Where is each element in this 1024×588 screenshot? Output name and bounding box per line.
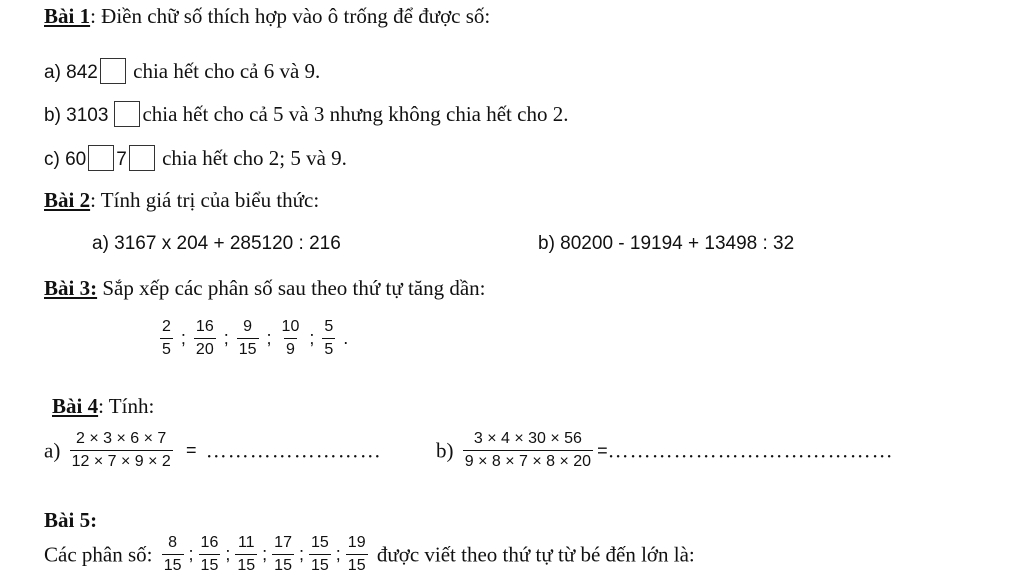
separator: ; [225,544,231,565]
bai1-b-text: chia hết cho cả 5 và 3 nhưng không chia hết cho 2. [142,102,569,126]
bai4-b-label: b) [436,438,454,463]
separator: ; [180,328,186,349]
bai5-suffix: được viết theo thứ tự từ bé đến lớn là: [376,542,695,567]
bai1-c-text: chia hết cho 2; 5 và 9. [162,146,347,170]
separator: ; [262,544,268,565]
bai1-instruction: : Điền chữ số thích hợp vào ô trống để được số: [90,4,491,28]
answer-box-c1[interactable] [88,145,114,171]
bai1-item-c [44,145,347,171]
fraction: $\frac{17}{15}$ [274,534,292,575]
bai1-item-a [44,58,320,84]
bai5-prefix: Các phân số: [44,542,153,567]
separator: ; [298,544,304,565]
bai1-heading: Bài 1 [44,4,91,28]
bai5-sentence [44,534,695,576]
fraction: $\frac{15}{15}$ [310,534,329,575]
bai1-c-middle: 7 [116,149,127,170]
bai4-title [52,394,154,419]
fraction: $\frac{2 \times 3 \times 6 \times 7}{12 \times 7 \times 9 \times 2}$ [71,430,171,471]
bai1-item-b [44,101,568,127]
fraction: $\frac{16}{20}$ [195,318,214,359]
separator: ; [309,328,315,349]
bai3-instruction: Sắp xếp các phân số sau theo thứ tự tăng dần: [97,276,486,300]
bai4-instruction: : Tính: [98,394,155,418]
bai2-title [44,188,319,213]
bai2-expr-a: a) 3167 x 204 + 285120 : 216 [92,233,341,254]
bai1-title [44,4,490,29]
bai1-b-label: b) 3103 [44,105,109,126]
fraction: $\frac{10}{9}$ [281,318,300,359]
bai4-heading: Bài 4 [52,394,99,418]
bai4-item-a [44,430,382,472]
separator: ; [335,544,341,565]
fraction: $\frac{11}{15}$ [237,534,256,575]
fraction: $\frac{9}{15}$ [238,318,257,359]
answer-box-b[interactable] [114,101,140,127]
bai1-a-text: chia hết cho cả 6 và 9. [133,59,321,83]
bai3-fraction-list [156,318,352,360]
fraction: $\frac{2}{5}$ [162,318,171,359]
answer-blank-a[interactable]: …………………… [205,438,382,463]
equals-sign: = [186,440,197,461]
bai3-title [44,276,486,301]
fraction: $\frac{5}{5}$ [324,318,334,359]
fraction: $\frac{16}{15}$ [200,534,219,575]
bai3-heading: Bài 3: [44,276,98,300]
bai1-c-label: c) 60 [44,149,87,170]
fraction: $\frac{19}{15}$ [347,534,366,575]
fraction: $\frac{8}{15}$ [163,534,182,575]
fraction: $\frac{3 \times 4 \times 30 \times 56}{9 \times 8 \times 7 \times 8 \times 20}$ [464,430,592,471]
bai4-a-label: a) [44,438,61,463]
answer-box-a[interactable] [100,58,126,84]
end-period: . [343,328,349,349]
answer-box-c2[interactable] [129,145,155,171]
bai1-a-label: a) 842 [44,62,98,83]
separator: ; [266,328,272,349]
bai5-heading: Bài 5: [44,508,98,532]
separator: ; [188,544,194,565]
answer-blank-b[interactable]: ………………………………… [607,438,894,463]
bai4-item-b [436,430,894,472]
bai2-instruction: : Tính giá trị của biểu thức: [90,188,320,212]
bai2-expr-b: b) 80200 - 19194 + 13498 : 32 [538,233,795,254]
separator: ; [223,328,229,349]
equals-sign: = [597,440,608,461]
bai2-heading: Bài 2 [44,188,91,212]
